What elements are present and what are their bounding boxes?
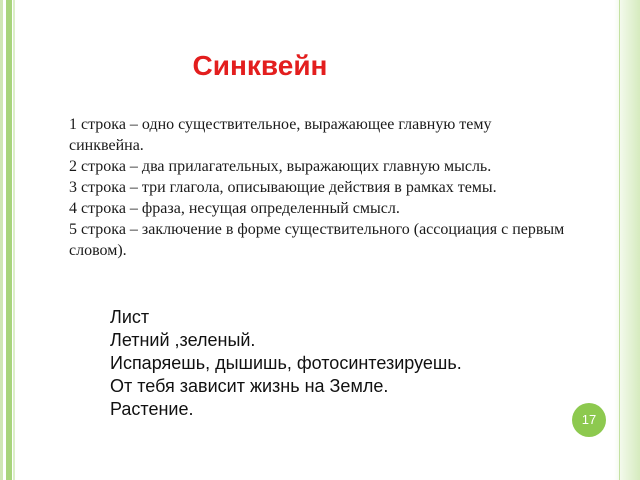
rule-line: 3 строка – три глагола, описывающие действия в рамках темы.	[69, 179, 497, 196]
example-line: От тебя зависит жизнь на Земле.	[110, 376, 389, 396]
example-poem	[110, 306, 530, 421]
rule-line: 5 строка – заключение в форме существительного (ассоциация с первым словом).	[69, 221, 565, 259]
example-line: Испаряешь, дышишь, фотосинтезируешь.	[110, 353, 462, 373]
slide-number-badge: 17	[572, 403, 606, 437]
rule-line: 2 строка – два прилагательных, выражающих главную мысль.	[69, 158, 492, 175]
rule-line: 4 строка – фраза, несущая определенный смысл.	[69, 200, 400, 217]
slide-title: Синквейн	[192, 50, 328, 81]
example-line: Летний ,зеленый.	[110, 330, 256, 350]
example-line: Растение.	[110, 399, 194, 419]
right-decor-band	[614, 0, 640, 480]
rule-line: 1 строка – одно существительное, выражающее главную тему синквейна.	[69, 116, 492, 154]
right-decor-line	[619, 0, 620, 480]
rules-list	[69, 114, 569, 261]
example-line: Лист	[110, 307, 150, 327]
